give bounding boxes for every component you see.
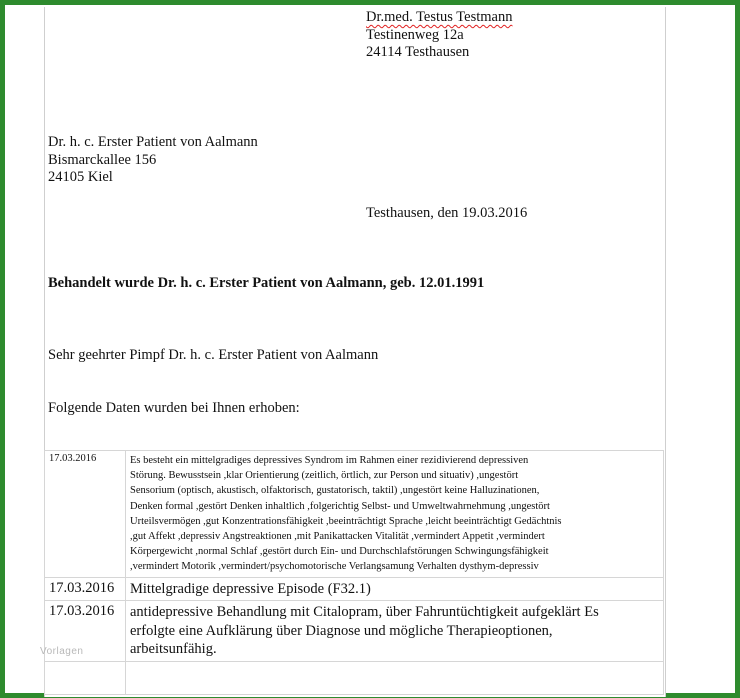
recipient-name: Dr. h. c. Erster Patient von Aalmann xyxy=(48,134,258,150)
table-row xyxy=(45,577,664,601)
finding-line: ,vermindert Motorik ,vermindert/psychomotorische Verlangsamung Verhalten dysthym-depressiv xyxy=(130,561,539,573)
findings-table xyxy=(44,450,664,695)
sender-address xyxy=(366,9,512,62)
finding-line: Störung. Bewusstsein ,klar Orientierung (zeitlich, örtlich, zur Person und situativ) ,ungestört xyxy=(130,470,519,482)
treatment-line: arbeitsunfähig. xyxy=(130,641,217,658)
intro-text: Folgende Daten wurden bei Ihnen erhoben: xyxy=(48,400,300,416)
recipient-street: Bismarckallee 156 xyxy=(48,151,157,168)
table-row-empty xyxy=(45,661,664,694)
recipient-city: 24105 Kiel xyxy=(48,169,113,185)
diagnosis-line: Mittelgradige depressive Episode (F32.1) xyxy=(130,580,371,597)
salutation: Sehr geehrter Pimpf Dr. h. c. Erster Patient von Aalmann xyxy=(48,347,379,363)
sender-name: Dr.med. Testus Testmann xyxy=(366,9,513,25)
treatment-line: antidepressive Behandlung mit Citalopram, über Fahruntüchtigkeit aufgeklärt Es xyxy=(130,604,599,621)
finding-text xyxy=(126,451,664,578)
finding-line: ,gut Affekt ,depressiv Angstreaktionen ,mit Panikattacken Vitalität ,vermindert Appetit ,vermindert xyxy=(130,531,545,543)
finding-date: 17.03.2016 xyxy=(45,451,126,578)
watermark-text: Vorlagen xyxy=(40,646,84,657)
subject-line: Behandelt wurde Dr. h. c. Erster Patient von Aalmann, geb. 12.01.1991 xyxy=(48,275,485,291)
finding-line: Es besteht ein mittelgradiges depressives Syndrom im Rahmen einer rezidivierend depressiven xyxy=(130,455,529,466)
finding-line: Denken formal ,gestört Denken inhaltlich ,folgerichtig Selbst- und Umweltwahrnehmung ,ungestört xyxy=(130,500,550,512)
diagnosis-text xyxy=(126,577,664,601)
finding-line: Urteilsvermögen ,gut Konzentrationsfähigkeit ,beeinträchtigt Sprache ,leicht beeinträchtigt Gedächtnis xyxy=(130,515,562,527)
date-line: Testhausen, den 19.03.2016 xyxy=(366,205,528,221)
treatment-date: 17.03.2016 xyxy=(45,601,126,662)
treatment-line: erfolgte eine Aufklärung über Diagnose und mögliche Therapieoptionen, xyxy=(130,622,553,639)
recipient-address xyxy=(48,134,258,187)
empty-cell xyxy=(126,661,664,694)
empty-cell xyxy=(45,661,126,694)
finding-line: Körpergewicht ,normal Schlaf ,gestört durch Ein- und Durchschlafstörungen Schwingungsfähigkeit xyxy=(130,546,549,558)
treatment-text xyxy=(126,601,664,662)
finding-line: Sensorium (optisch, akustisch, olfaktorisch, gustatorisch, taktil) ,ungestört keine Halluzinationen, xyxy=(130,485,540,497)
table-row xyxy=(45,451,664,578)
table-row xyxy=(45,601,664,662)
sender-city: 24114 Testhausen xyxy=(366,44,470,60)
diagnosis-date: 17.03.2016 xyxy=(45,577,126,601)
sender-street: Testinenweg 12a xyxy=(366,26,464,43)
